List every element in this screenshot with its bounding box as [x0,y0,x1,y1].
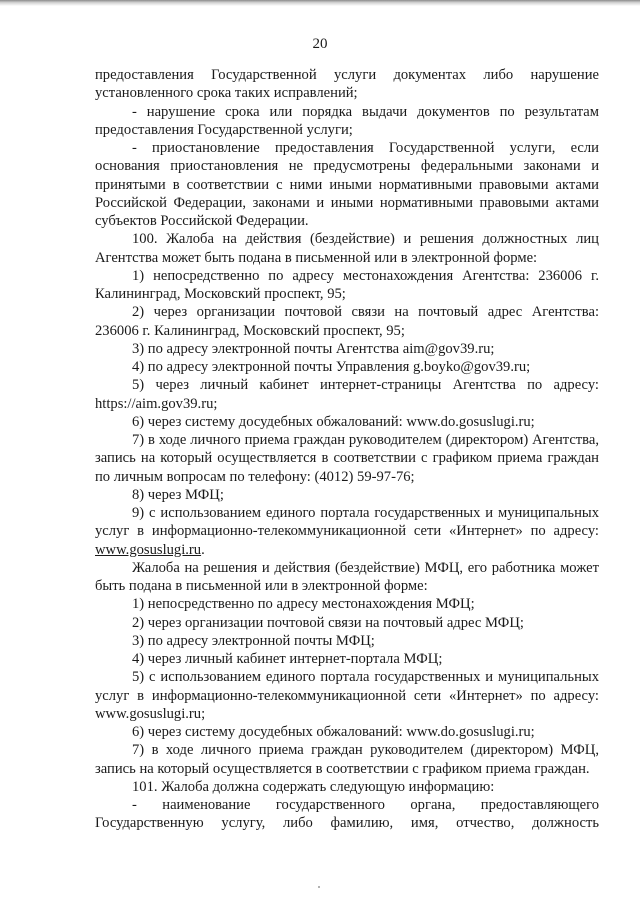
paragraph [95,504,599,559]
paragraph: - приостановление предоставления Государственной услуги, если основания приостановления не предусмотрены федеральными законами и принятыми в соответствии с ними иными нормативными правовыми актами Российской Федерации, законами и иными нормативными правовыми актами субъектов Российской Федерации. [95,140,599,229]
paragraph: - наименование государственного органа, предоставляющего Государственную услугу, либо фамилию, имя, отчество, должность [95,797,599,832]
paragraph: 8) через МФЦ; [132,486,224,503]
paragraph: 3) по адресу электронной почты Агентства aim@gov39.ru; [132,340,495,357]
paragraph: предоставления Государственной услуги документах либо нарушение установленного срока таких исправлений; [95,67,599,102]
paragraph: 3) по адресу электронной почты МФЦ; [132,632,375,649]
page-number: 20 [312,36,328,52]
paragraph: 7) в ходе личного приема граждан руководителем (директором) Агентства, запись на который осуществляется в соответствии с графиком приема граждан по личным вопросам по телефону: (4012) 59-97-76; [95,432,599,485]
gosuslugi-link[interactable]: www.gosuslugi.ru [95,541,202,558]
paragraph: 6) через систему досудебных обжалований: www.do.gosuslugi.ru; [132,413,535,430]
scan-edge [0,0,640,6]
scan-speck [318,886,320,888]
paragraph: 2) через организации почтовой связи на почтовый адрес Агентства: 236006 г. Калининград, Московский проспект, 95; [95,304,599,339]
paragraph-suffix: . [201,541,205,558]
paragraph: 6) через систему досудебных обжалований: www.do.gosuslugi.ru; [132,724,535,740]
paragraph: 5) с использованием единого портала государственных и муниципальных услуг в информационно-телекоммуникационной сети «Интернет» по адресу: www.gosuslugi.ru; [95,669,599,722]
paragraph: Жалоба на решения и действия (бездействие) МФЦ, его работника может быть подана в письменной или в электронной форме: [95,559,599,594]
paragraph: 101. Жалоба должна содержать следующую информацию: [132,778,495,795]
paragraph: 100. Жалоба на действия (бездействие) и решения должностных лиц Агентства может быть подана в письменной или в электронной форме: [95,231,599,266]
paragraph: - нарушение срока или порядка выдачи документов по результатам предоставления Государственной услуги; [95,103,599,138]
document-body [95,66,599,833]
paragraph: 4) по адресу электронной почты Управления g.boyko@gov39.ru; [132,359,531,375]
paragraph: 4) через личный кабинет интернет-портала МФЦ; [132,651,443,667]
paragraph: 1) непосредственно по адресу местонахождения Агентства: 236006 г. Калининград, Московский проспект, 95; [95,267,599,302]
paragraph: 2) через организации почтовой связи на почтовый адрес МФЦ; [132,614,524,631]
paragraph-text: 9) с использованием единого портала государственных и муниципальных услуг в информационно-телекоммуникационной сети «Интернет» по адресу: [95,505,599,540]
paragraph: 5) через личный кабинет интернет-страницы Агентства по адресу: https://aim.gov39.ru; [95,377,599,412]
paragraph: 7) в ходе личного приема граждан руководителем (директором) МФЦ, запись на который осуществляется в соответствии с графиком приема граждан. [95,742,599,777]
paragraph: 1) непосредственно по адресу местонахождения МФЦ; [132,596,475,613]
